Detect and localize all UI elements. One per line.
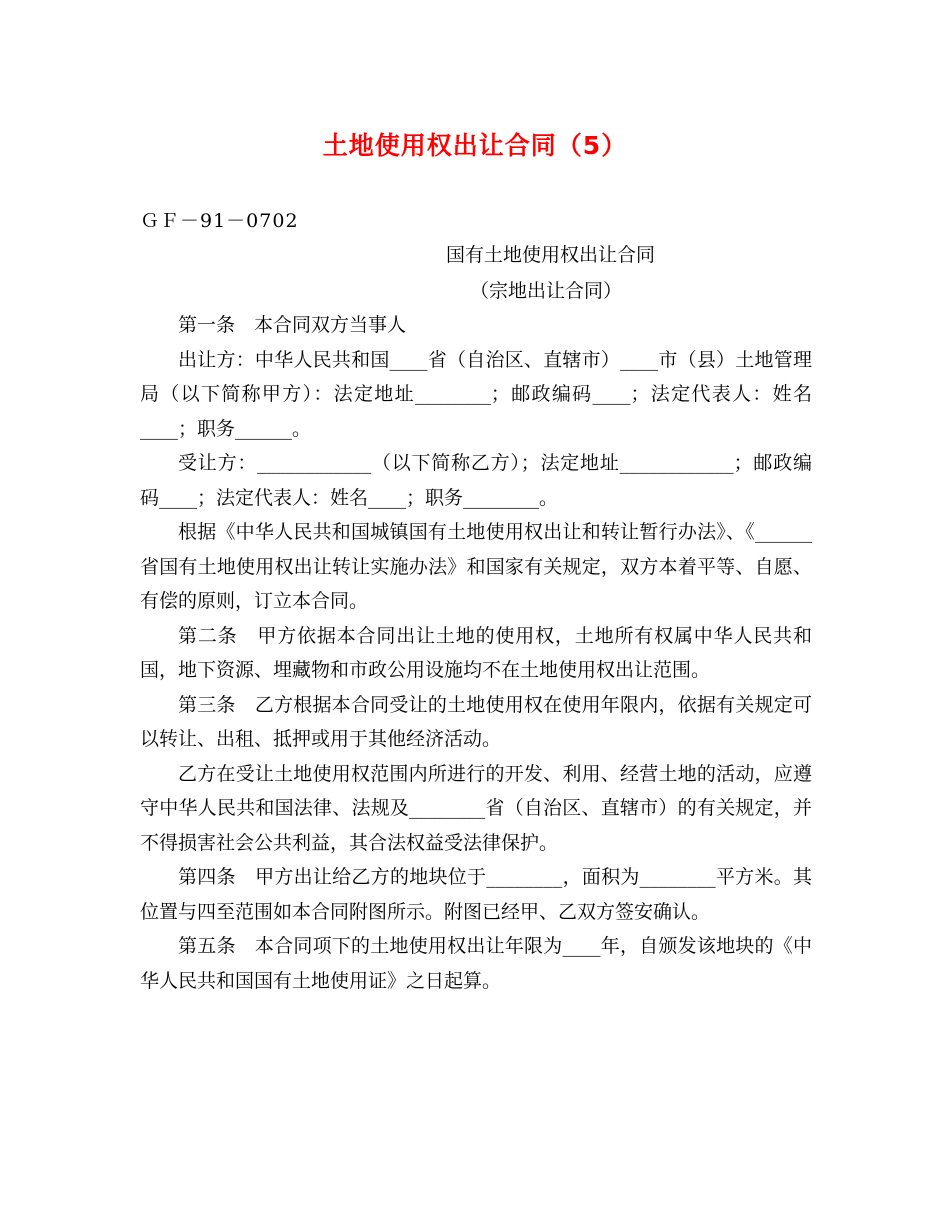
article-4-paragraph: 第四条 甲方出让给乙方的地块位于________，面积为________平方米。其位置与四至范围如本合同附图所示。附图已经甲、乙双方签安确认。 [140,866,812,923]
contract-body [140,308,812,998]
document-title: 土地使用权出让合同（5） [322,131,628,160]
contract-subtitle: 国有土地使用权出让合同 [446,244,656,266]
article-3-continued-paragraph: 乙方在受让土地使用权范围内所进行的开发、利用、经营土地的活动，应遵守中华人民共和国法律、法规及________省（自治区、直辖市）的有关规定，并不得损害社会公共利益，其合法权益受法律保护。 [140,762,812,854]
contract-type-subtitle: （宗地出让合同） [470,280,623,302]
transferor-paragraph: 出让方：中华人民共和国____省（自治区、直辖市）____市（县）土地管理局（以下简称甲方）：法定地址________；邮政编码____；法定代表人：姓名____；职务______。 [140,348,812,440]
legal-basis-paragraph: 根据《中华人民共和国城镇国有土地使用权出让和转让暂行办法》、《______省国有土地使用权出让转让实施办法》和国家有关规定，双方本着平等、自愿、有偿的原则，订立本合同。 [140,521,812,612]
article-3-paragraph: 第三条 乙方根据本合同受让的土地使用权在使用年限内，依据有关规定可以转让、出租、抵押或用于其他经济活动。 [140,693,812,750]
transferee-paragraph: 受让方：____________（以下简称乙方）；法定地址____________；邮政编码____；法定代表人：姓名____；职务________。 [140,452,812,509]
article-2-paragraph: 第二条 甲方依据本合同出让土地的使用权，土地所有权属中华人民共和国，地下资源、埋藏物和市政公用设施均不在土地使用权出让范围。 [140,624,812,681]
document-code: ＧＦ－91－0702 [140,210,299,232]
article-5-paragraph: 第五条 本合同项下的土地使用权出让年限为____年，自颁发该地块的《中华人民共和国国有土地使用证》之日起算。 [140,935,812,992]
article-1-heading: 第一条 本合同双方当事人 [178,314,407,336]
